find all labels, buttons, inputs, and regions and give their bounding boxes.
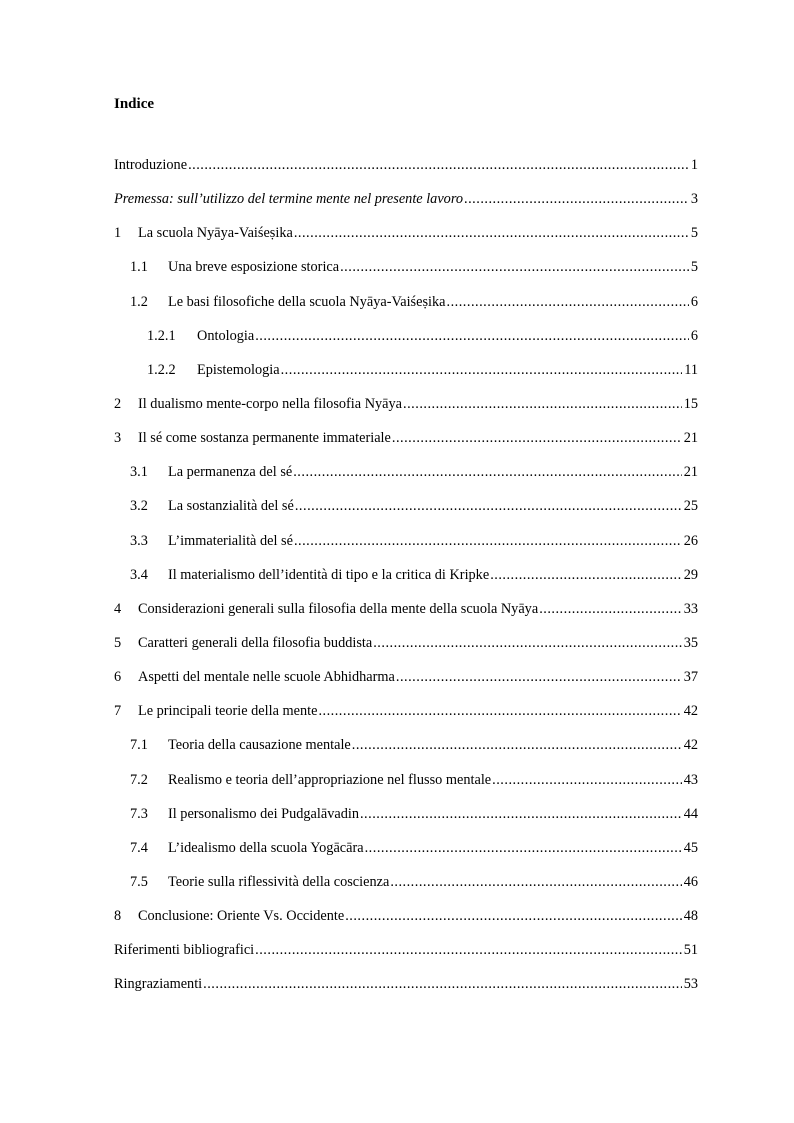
dot-leader — [255, 326, 689, 346]
toc-entry-page-number: 46 — [683, 873, 698, 890]
toc-entry-page-number: 21 — [683, 430, 698, 447]
toc-entry-number: 1.2.2 — [147, 361, 176, 378]
toc-entry-page-number: 53 — [683, 976, 698, 993]
toc-entry-number: 3.4 — [130, 566, 148, 583]
toc-entry-title: Realismo e teoria dell’appropriazione nel flusso mentale — [168, 771, 492, 788]
toc-entry-number: 1.2.1 — [147, 327, 176, 344]
toc-entry-number: 3.3 — [130, 532, 148, 549]
dot-leader — [293, 462, 681, 482]
toc-entry-title: Il materialismo dell’identità di tipo e la critica di Kripke — [168, 566, 490, 583]
toc-entry-number: 7.3 — [130, 805, 148, 822]
toc-entry[interactable] — [114, 633, 698, 667]
toc-entry-number: 4 — [114, 600, 122, 617]
dot-leader — [203, 974, 682, 994]
dot-leader — [340, 257, 689, 277]
toc-entry-page-number: 25 — [683, 498, 698, 515]
toc-entry-number: 5 — [114, 634, 122, 651]
toc-entry[interactable] — [114, 155, 698, 189]
toc-entry-page-number: 33 — [683, 600, 698, 617]
toc-entry-title: Teorie sulla riflessività della coscienza — [168, 873, 390, 890]
toc-entry[interactable] — [114, 804, 698, 838]
toc-entry[interactable] — [114, 599, 698, 633]
toc-entry-page-number: 21 — [683, 464, 698, 481]
toc-entry-page-number: 5 — [690, 259, 698, 276]
toc-entry-page-number: 5 — [690, 225, 698, 242]
toc-entry[interactable] — [114, 906, 698, 940]
toc-entry-title: Epistemologia — [197, 361, 280, 378]
toc-entry[interactable] — [114, 428, 698, 462]
toc-entry-title: Caratteri generali della filosofia buddista — [138, 634, 373, 651]
toc-entry[interactable] — [114, 462, 698, 496]
dot-leader — [403, 394, 682, 414]
toc-entry-title: Ontologia — [197, 327, 255, 344]
toc-entry-title: L’idealismo della scuola Yogācāra — [168, 839, 364, 856]
dot-leader — [365, 838, 682, 858]
toc-entry-title: Aspetti del mentale nelle scuole Abhidharma — [138, 669, 395, 686]
dot-leader — [492, 770, 682, 790]
toc-entry-title: Premessa: sull’utilizzo del termine mente nel presente lavoro — [114, 191, 464, 208]
toc-entry-page-number: 37 — [683, 669, 698, 686]
toc-entry[interactable] — [114, 531, 698, 565]
toc-entry[interactable] — [114, 974, 698, 1008]
dot-leader — [396, 667, 682, 687]
toc-entry-number: 7.2 — [130, 771, 148, 788]
toc-entry-page-number: 42 — [683, 703, 698, 720]
dot-leader — [464, 189, 689, 209]
toc-entry-number: 6 — [114, 669, 122, 686]
toc-entry[interactable] — [114, 872, 698, 906]
toc-entry-title: La permanenza del sé — [168, 464, 293, 481]
toc-entry-page-number: 26 — [683, 532, 698, 549]
toc-entry-page-number: 29 — [683, 566, 698, 583]
dot-leader — [345, 906, 682, 926]
toc-entry[interactable] — [114, 735, 698, 769]
toc-entry-page-number: 6 — [690, 327, 698, 344]
toc-entry-title: L’immaterialità del sé — [168, 532, 293, 549]
toc-entry-title: Riferimenti bibliografici — [114, 942, 255, 959]
dot-leader — [390, 872, 681, 892]
toc-entry-number: 2 — [114, 395, 122, 412]
toc-entry-number: 3.1 — [130, 464, 148, 481]
toc-entry-number: 1 — [114, 225, 122, 242]
toc-entry[interactable] — [114, 292, 698, 326]
toc-entry-page-number: 43 — [683, 771, 698, 788]
toc-entry-number: 1.1 — [130, 259, 148, 276]
toc-entry[interactable] — [114, 496, 698, 530]
toc-entry[interactable] — [114, 701, 698, 735]
toc-entry-number: 7 — [114, 703, 122, 720]
toc-entry[interactable] — [114, 189, 698, 223]
dot-leader — [281, 360, 683, 380]
toc-entry-title: Il dualismo mente-corpo nella filosofia Nyāya — [138, 395, 403, 412]
toc-entry-page-number: 1 — [690, 157, 698, 173]
toc-entry-title: Il sé come sostanza permanente immateriale — [138, 430, 391, 447]
dot-leader — [295, 496, 682, 516]
toc-entry-title: Le principali teorie della mente — [138, 703, 318, 720]
toc-entry-number: 1.2 — [130, 293, 148, 310]
toc-entry[interactable] — [114, 257, 698, 291]
dot-leader — [447, 292, 689, 312]
toc-entry-number: 3 — [114, 430, 122, 447]
toc-entry-number: 8 — [114, 908, 122, 925]
toc-entry[interactable] — [114, 326, 698, 360]
toc-entry-title: Ringraziamenti — [114, 976, 203, 993]
toc-entry-number: 7.5 — [130, 873, 148, 890]
dot-leader — [318, 701, 681, 721]
toc-entry[interactable] — [114, 360, 698, 394]
toc-entry[interactable] — [114, 770, 698, 804]
table-of-contents — [114, 155, 698, 1009]
toc-entry-page-number: 42 — [683, 737, 698, 754]
toc-entry-page-number: 6 — [690, 293, 698, 310]
toc-entry-page-number: 35 — [683, 634, 698, 651]
toc-entry-page-number: 3 — [690, 191, 698, 208]
toc-entry-title: Teoria della causazione mentale — [168, 737, 351, 754]
dot-leader — [490, 565, 682, 585]
dot-leader — [539, 599, 682, 619]
toc-entry-page-number: 51 — [683, 942, 698, 959]
toc-entry-title: Conclusione: Oriente Vs. Occidente — [138, 908, 345, 925]
toc-entry-page-number: 44 — [683, 805, 698, 822]
toc-entry-page-number: 15 — [683, 395, 698, 412]
toc-entry-title: Il personalismo dei Pudgalāvadin — [168, 805, 359, 822]
toc-entry[interactable] — [114, 394, 698, 428]
toc-entry-title: La scuola Nyāya-Vaiśeṣika — [138, 225, 293, 242]
toc-entry-title: Introduzione — [114, 157, 188, 173]
toc-entry-number: 3.2 — [130, 498, 148, 515]
dot-leader — [360, 804, 682, 824]
toc-entry-title: Considerazioni generali sulla filosofia della mente della scuola Nyāya — [138, 600, 539, 617]
toc-entry-title: Una breve esposizione storica — [168, 259, 340, 276]
toc-entry[interactable] — [114, 565, 698, 599]
dot-leader — [294, 223, 689, 243]
dot-leader — [373, 633, 681, 653]
toc-entry-number: 7.1 — [130, 737, 148, 754]
toc-entry[interactable] — [114, 838, 698, 872]
dot-leader — [352, 735, 682, 755]
dot-leader — [392, 428, 682, 448]
toc-heading: Indice — [114, 96, 155, 112]
toc-entry-page-number: 45 — [683, 839, 698, 856]
dot-leader — [255, 940, 682, 960]
dot-leader — [188, 155, 689, 175]
toc-entry-page-number: 48 — [683, 908, 698, 925]
toc-entry[interactable] — [114, 223, 698, 257]
toc-entry-page-number: 11 — [684, 361, 698, 378]
toc-entry-number: 7.4 — [130, 839, 148, 856]
dot-leader — [294, 531, 682, 551]
toc-entry-title: Le basi filosofiche della scuola Nyāya-Vaiśeṣika — [168, 293, 446, 310]
toc-entry[interactable] — [114, 940, 698, 974]
toc-entry-title: La sostanzialità del sé — [168, 498, 294, 515]
toc-entry[interactable] — [114, 667, 698, 701]
